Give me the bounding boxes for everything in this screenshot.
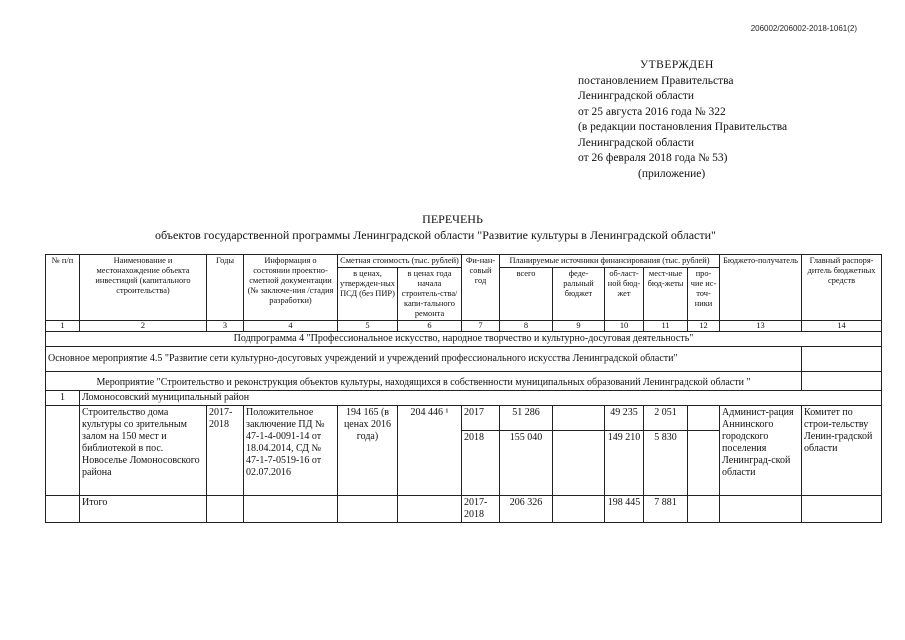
empty-cell bbox=[338, 496, 398, 523]
total-amount: 206 326 bbox=[500, 496, 553, 523]
empty-cell bbox=[207, 496, 244, 523]
district-title: Ломоносовский муниципальный район bbox=[80, 391, 882, 406]
amount-federal bbox=[553, 431, 605, 496]
column-number: 10 bbox=[605, 321, 644, 332]
amount-local: 5 830 bbox=[644, 431, 688, 496]
header-sources: Планируемые источники финансирования (тыс. рублей) bbox=[500, 255, 720, 268]
total-year: 2017-2018 bbox=[462, 496, 500, 523]
approval-line: от 25 августа 2016 года № 322 bbox=[578, 105, 726, 118]
empty-cell bbox=[46, 406, 80, 496]
column-number: 14 bbox=[802, 321, 882, 332]
header-num: № п/п bbox=[46, 255, 80, 321]
fin-year: 2017 bbox=[462, 406, 500, 431]
column-number: 13 bbox=[720, 321, 802, 332]
approval-line: от 26 февраля 2018 года № 53) bbox=[578, 152, 728, 164]
object-info: Положительное заключение ПД № 47-1-4-0091-14 от 18.04.2014, СД № 47-1-7-0519-16 от 02.07.2016 bbox=[244, 406, 338, 496]
main-activity-title: Основное мероприятие 4.5 "Развитие сети культурно-досуговых учреждений и учреждений профессионального искусства Ленинградской области" bbox=[46, 347, 802, 372]
empty-cell bbox=[46, 496, 80, 523]
column-number: 4 bbox=[244, 321, 338, 332]
total-other bbox=[688, 496, 720, 523]
amount-other bbox=[688, 431, 720, 496]
column-number: 1 bbox=[46, 321, 80, 332]
total-row bbox=[46, 496, 882, 523]
main-activity-row bbox=[46, 347, 882, 372]
empty-cell bbox=[802, 347, 882, 372]
approval-block bbox=[578, 58, 787, 182]
document-title: ПЕРЕЧЕНЬ bbox=[422, 212, 483, 226]
total-local: 7 881 bbox=[644, 496, 688, 523]
header-regional: об-ласт-ной бюд-жет bbox=[605, 268, 644, 321]
approval-line: постановлением Правительства bbox=[578, 74, 734, 87]
column-number: 11 bbox=[644, 321, 688, 332]
amount-federal bbox=[553, 406, 605, 431]
subprogram-title: Подпрограмма 4 "Профессиональное искусство, народное творчество и культурно-досуговая деятельность" bbox=[46, 332, 882, 347]
amount-total: 51 286 bbox=[500, 406, 553, 431]
column-number: 2 bbox=[80, 321, 207, 332]
total-federal bbox=[553, 496, 605, 523]
object-manager: Комитет по строи-тельству Ленин-градской области bbox=[802, 406, 882, 496]
header-name: Наименование и местонахождение объекта инвестиций (капитального строительства) bbox=[80, 255, 207, 321]
header-info: Информация о состоянии проектно-сметной документации (№ заключе-ния /стадия разработки) bbox=[244, 255, 338, 321]
header-cost-current: в ценах года начала строитель-ства/капи-тального ремонта bbox=[398, 268, 462, 321]
approval-line: Ленинградской области bbox=[578, 90, 695, 102]
object-cost-current: 204 446 ¹ bbox=[398, 406, 462, 496]
header-cost-approved: в ценах, утвержден-ных ПСД (без ПИР) bbox=[338, 268, 398, 321]
object-cost-approved: 194 165 (в ценах 2016 года) bbox=[338, 406, 398, 496]
empty-cell bbox=[244, 496, 338, 523]
approval-appendix: (приложение) bbox=[638, 167, 706, 180]
column-number: 3 bbox=[207, 321, 244, 332]
header-fin-year: Фи-нан-совый год bbox=[462, 255, 500, 321]
column-number-row bbox=[46, 321, 882, 332]
approval-head: УТВЕРЖДЕН bbox=[640, 59, 714, 71]
amount-total: 155 040 bbox=[500, 431, 553, 496]
empty-cell bbox=[720, 496, 802, 523]
header-total: всего bbox=[500, 268, 553, 321]
header-federal: феде-ральный бюджет bbox=[553, 268, 605, 321]
object-years: 2017-2018 bbox=[207, 406, 244, 496]
header-recipient: Бюджето-получатель bbox=[720, 255, 802, 321]
approval-line: (в редакции постановления Правительства bbox=[578, 121, 788, 133]
activity-title: Мероприятие "Строительство и реконструкция объектов культуры, находящихся в собственности муниципальных образований Ленинградской области " bbox=[46, 372, 802, 391]
object-recipient: Админист-рация Аннинского городского поселения Ленинград-ской области bbox=[720, 406, 802, 496]
district-number: 1 bbox=[46, 391, 80, 406]
object-row bbox=[46, 406, 882, 431]
objects-table bbox=[45, 254, 882, 523]
total-regional: 198 445 bbox=[605, 496, 644, 523]
empty-cell bbox=[802, 372, 882, 391]
amount-regional: 49 235 bbox=[605, 406, 644, 431]
district-row bbox=[46, 391, 882, 406]
header-manager: Главный распоря-дитель бюджетных средств bbox=[802, 255, 882, 321]
subprogram-row bbox=[46, 332, 882, 347]
amount-regional: 149 210 bbox=[605, 431, 644, 496]
empty-cell bbox=[802, 496, 882, 523]
amount-local: 2 051 bbox=[644, 406, 688, 431]
empty-cell bbox=[398, 496, 462, 523]
header-years: Годы bbox=[207, 255, 244, 321]
header-row bbox=[46, 255, 882, 268]
column-number: 9 bbox=[553, 321, 605, 332]
column-number: 7 bbox=[462, 321, 500, 332]
total-label: Итого bbox=[80, 496, 207, 523]
document-id: 206002/206002-2018-1061(2) bbox=[750, 24, 857, 33]
header-local: мест-ные бюд-жеты bbox=[644, 268, 688, 321]
fin-year: 2018 bbox=[462, 431, 500, 496]
column-number: 12 bbox=[688, 321, 720, 332]
header-other: про-чие ис-точ-ники bbox=[688, 268, 720, 321]
approval-line: Ленинградской области bbox=[578, 136, 695, 149]
amount-other bbox=[688, 406, 720, 431]
activity-row bbox=[46, 372, 882, 391]
object-name: Строительство дома культуры со зрительным залом на 150 мест и библиотекой в пос. Новоселье Ломоносовского района bbox=[80, 406, 207, 496]
document-subtitle: объектов государственной программы Ленинградской области "Развитие культуры в Ленинградской области" bbox=[155, 228, 716, 242]
column-number: 6 bbox=[398, 321, 462, 332]
column-number: 5 bbox=[338, 321, 398, 332]
header-cost: Сметная стоимость (тыс. рублей) bbox=[338, 255, 462, 268]
column-number: 8 bbox=[500, 321, 553, 332]
